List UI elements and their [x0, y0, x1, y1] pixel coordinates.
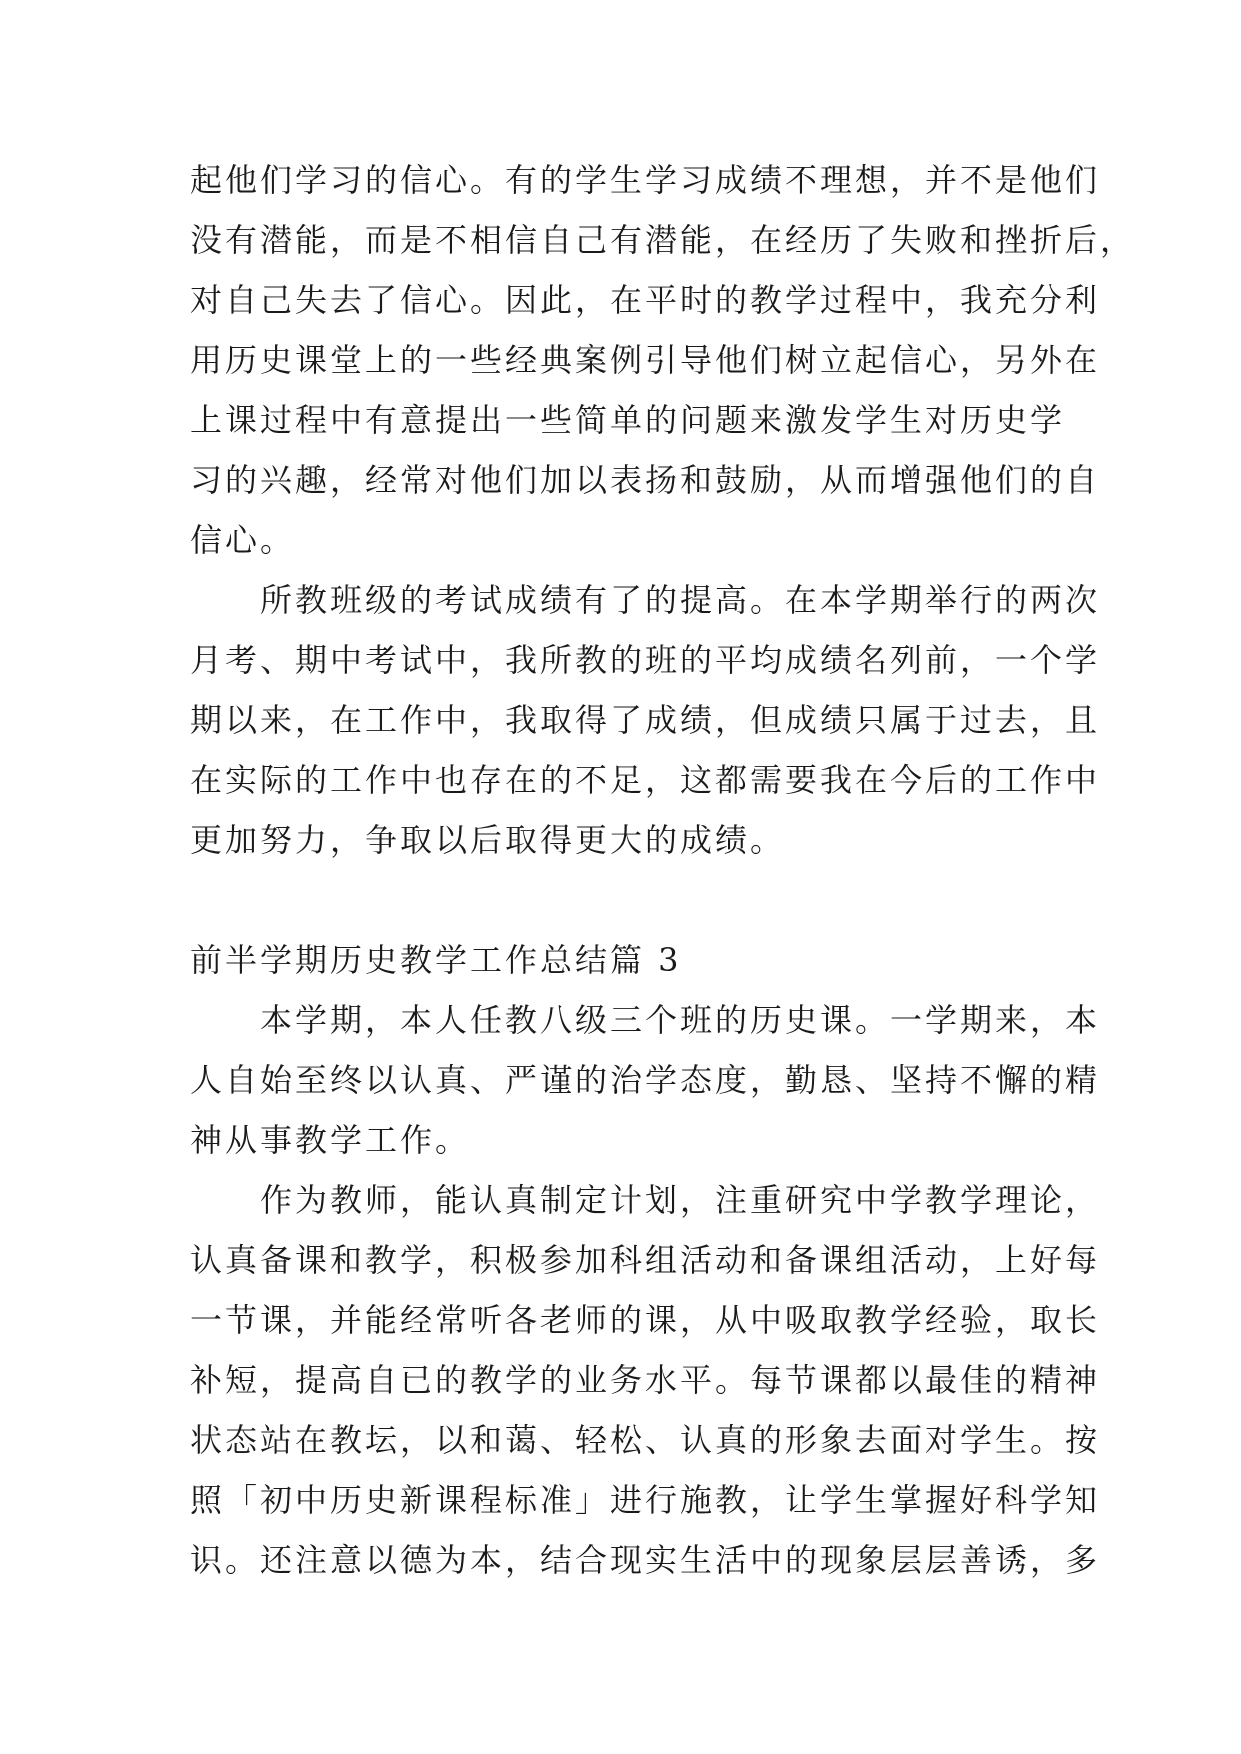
- blank-line: [190, 870, 1070, 930]
- text-line: 起他们学习的信心。有的学生学习成绩不理想，并不是他们: [190, 161, 1101, 199]
- text-line: 所教班级的考试成绩有了的提高。在本学期举行的两次: [190, 581, 1101, 619]
- text-line: 本学期，本人任教八级三个班的历史课。一学期来，本: [190, 1001, 1101, 1039]
- text-line: 一节课，并能经常听各老师的课，从中吸取教学经验，取长: [190, 1301, 1101, 1339]
- text-line: 用历史课堂上的一些经典案例引导他们树立起信心，另外在: [190, 341, 1101, 379]
- text-line: 认真备课和教学，积极参加科组活动和备课组活动，上好每: [190, 1241, 1101, 1279]
- text-line: 上课过程中有意提出一些简单的问题来激发学生对历史学: [190, 401, 1066, 439]
- text-line: 习的兴趣，经常对他们加以表扬和鼓励，从而增强他们的自: [190, 461, 1101, 499]
- section-heading: 前半学期历史教学工作总结篇 3: [190, 941, 682, 979]
- text-line: 状态站在教坛，以和蔼、轻松、认真的形象去面对学生。按: [190, 1421, 1101, 1459]
- text-line: 更加努力，争取以后取得更大的成绩。: [190, 821, 786, 859]
- text-line: 照「初中历史新课程标准」进行施教，让学生掌握好科学知: [190, 1481, 1101, 1519]
- text-line: 作为教师，能认真制定计划，注重研究中学教学理论，: [190, 1181, 1101, 1219]
- text-line: 月考、期中考试中，我所教的班的平均成绩名列前，一个学: [190, 641, 1101, 679]
- text-line: 信心。: [190, 521, 296, 559]
- text-line: 识。还注意以德为本，结合现实生活中的现象层层善诱，多: [190, 1541, 1101, 1579]
- text-line: 神从事教学工作。: [190, 1121, 471, 1159]
- text-line: 人自始至终以认真、严谨的治学态度，勤恳、坚持不懈的精: [190, 1061, 1101, 1099]
- text-line: 对自己失去了信心。因此，在平时的教学过程中，我充分利: [190, 281, 1101, 319]
- text-line: 在实际的工作中也存在的不足，这都需要我在今后的工作中: [190, 761, 1101, 799]
- document-body: [190, 150, 1136, 1590]
- text-line: 没有潜能，而是不相信自己有潜能，在经历了失败和挫折后，: [190, 221, 1136, 259]
- text-line: 期以来，在工作中，我取得了成绩，但成绩只属于过去，且: [190, 701, 1101, 739]
- text-line: 补短，提高自已的教学的业务水平。每节课都以最佳的精神: [190, 1361, 1101, 1399]
